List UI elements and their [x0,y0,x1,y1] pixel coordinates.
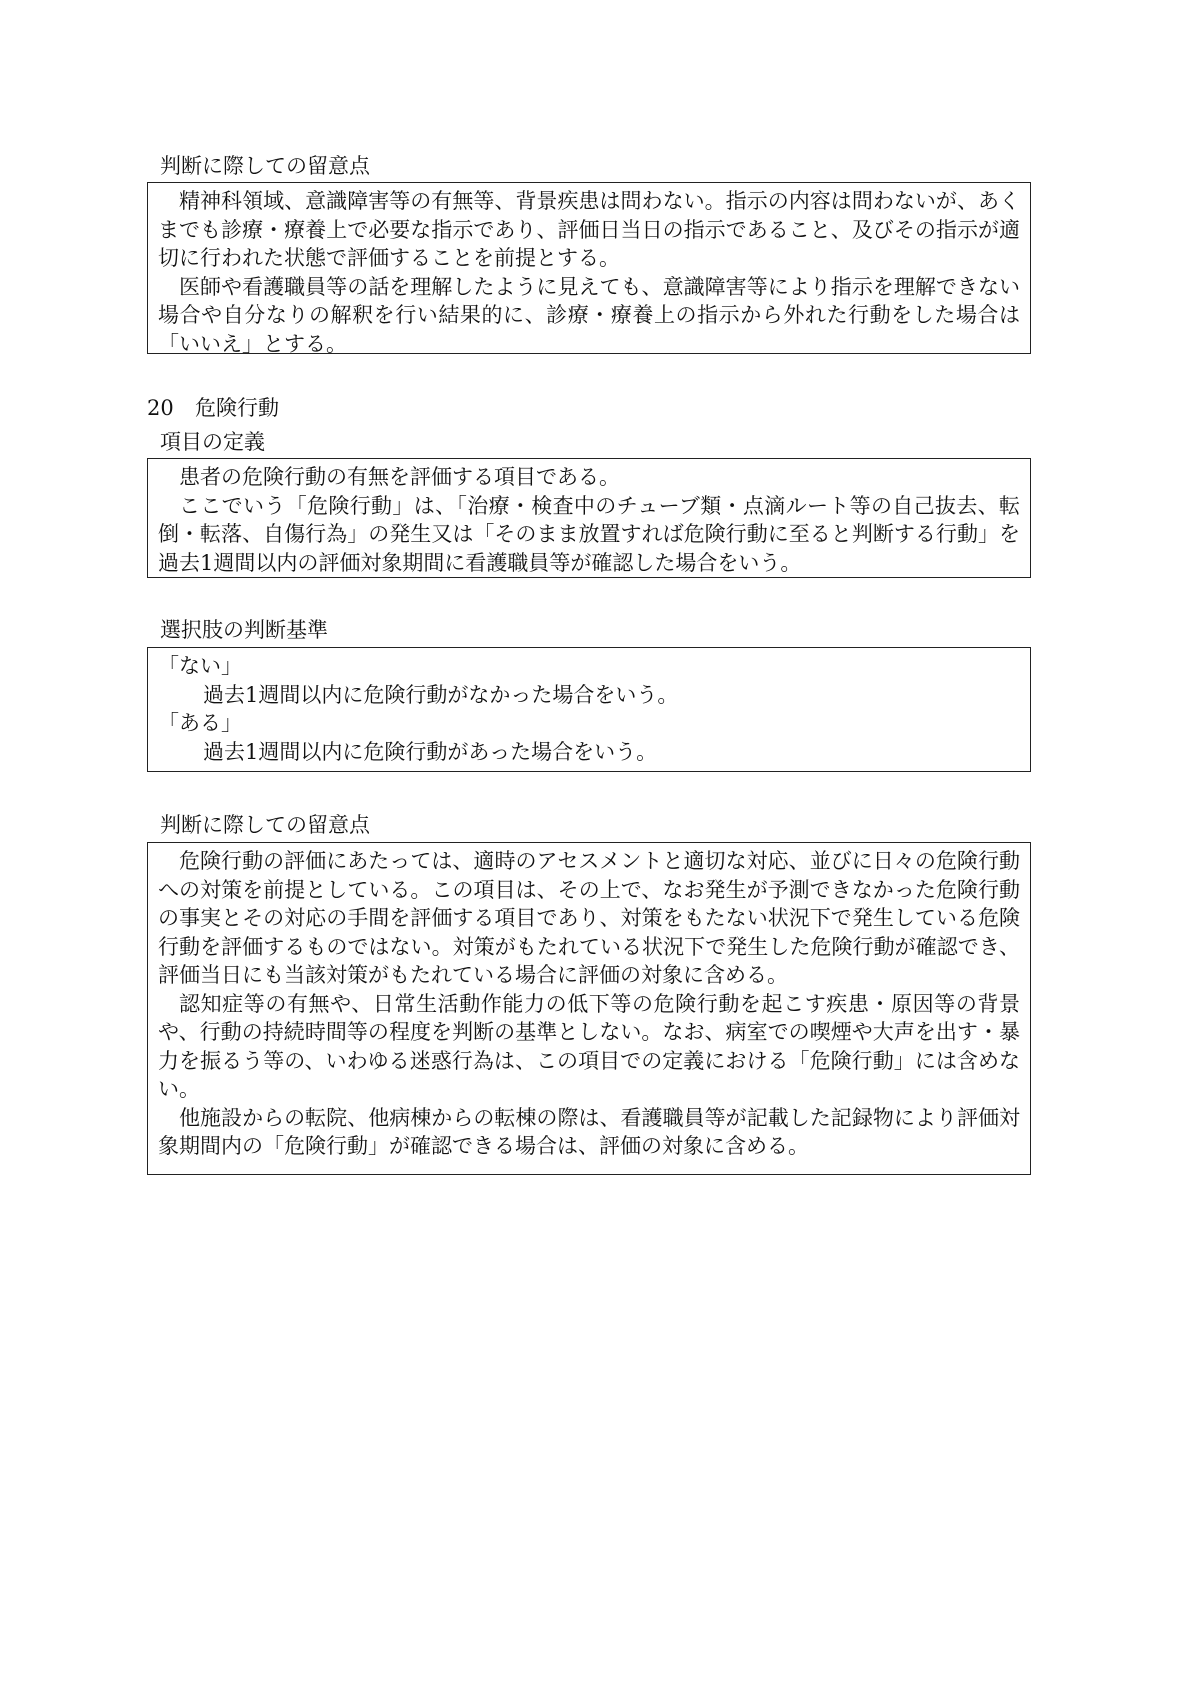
notes-heading: 判断に際しての留意点 [160,813,370,837]
notes-box-prev [147,182,1031,354]
notes-paragraph: 精神科領域、意識障害等の有無等、背景疾患は問わない。指示の内容は問わないが、あくまでも診療・療養上で必要な指示であり、評価日当日の指示であること、及びその指示が適切に行われた状態で評価することを前提とする。 [158,189,1020,270]
criteria-box [147,647,1031,772]
definition-heading: 項目の定義 [160,430,265,454]
choice-label-yes: 「ある」 [158,711,242,735]
notes-box [147,842,1031,1175]
section-title [147,394,279,422]
choice-label-none: 「ない」 [158,654,242,678]
choice-description-none: 過去1週間以内に危険行動がなかった場合をいう。 [203,682,679,707]
section-title-text: 危険行動 [195,396,279,420]
notes-paragraph: 危険行動の評価にあたっては、適時のアセスメントと適切な対応、並びに日々の危険行動への対策を前提としている。この項目は、その上で、なお発生が予測できなかった危険行動の事実とその対応の手間を評価する項目であり、対策をもたない状況下で発生している危険行動を評価するものではない。対策がもたれている状況下で発生した危険行動が確認でき、評価当日にも当該対策がもたれている場合に評価の対象に含める。 [158,849,1020,987]
choice-description-yes: 過去1週間以内に危険行動があった場合をいう。 [203,739,658,764]
notes-heading-prev: 判断に際しての留意点 [160,154,370,178]
criteria-heading: 選択肢の判断基準 [160,618,328,642]
notes-paragraph: 医師や看護職員等の話を理解したように見えても、意識障害等により指示を理解できない場合や自分なりの解釈を行い結果的に、診療・療養上の指示から外れた行動をした場合は「いいえ」とする。 [158,274,1020,356]
section-number: 20 [147,396,174,420]
notes-paragraph: 他施設からの転院、他病棟からの転棟の際は、看護職員等が記載した記録物により評価対象期間内の「危険行動」が確認できる場合は、評価の対象に含める。 [158,1105,1020,1158]
definition-box [147,458,1031,578]
definition-paragraph: 患者の危険行動の有無を評価する項目である。 [179,465,620,489]
notes-paragraph: 認知症等の有無や、日常生活動作能力の低下等の危険行動を起こす疾患・原因等の背景や、行動の持続時間等の程度を判断の基準としない。なお、病室での喫煙や大声を出す・暴力を振るう等の、いわゆる迷惑行為は、この項目での定義における「危険行動」には含めない。 [158,991,1020,1101]
definition-paragraph: ここでいう「危険行動」は、「治療・検査中のチューブ類・点滴ルート等の自己抜去、転倒・転落、自傷行為」の発生又は「そのまま放置すれば危険行動に至ると判断する行動」を過去1週間以内の評価対象期間に看護職員等が確認した場合をいう。 [158,493,1020,575]
